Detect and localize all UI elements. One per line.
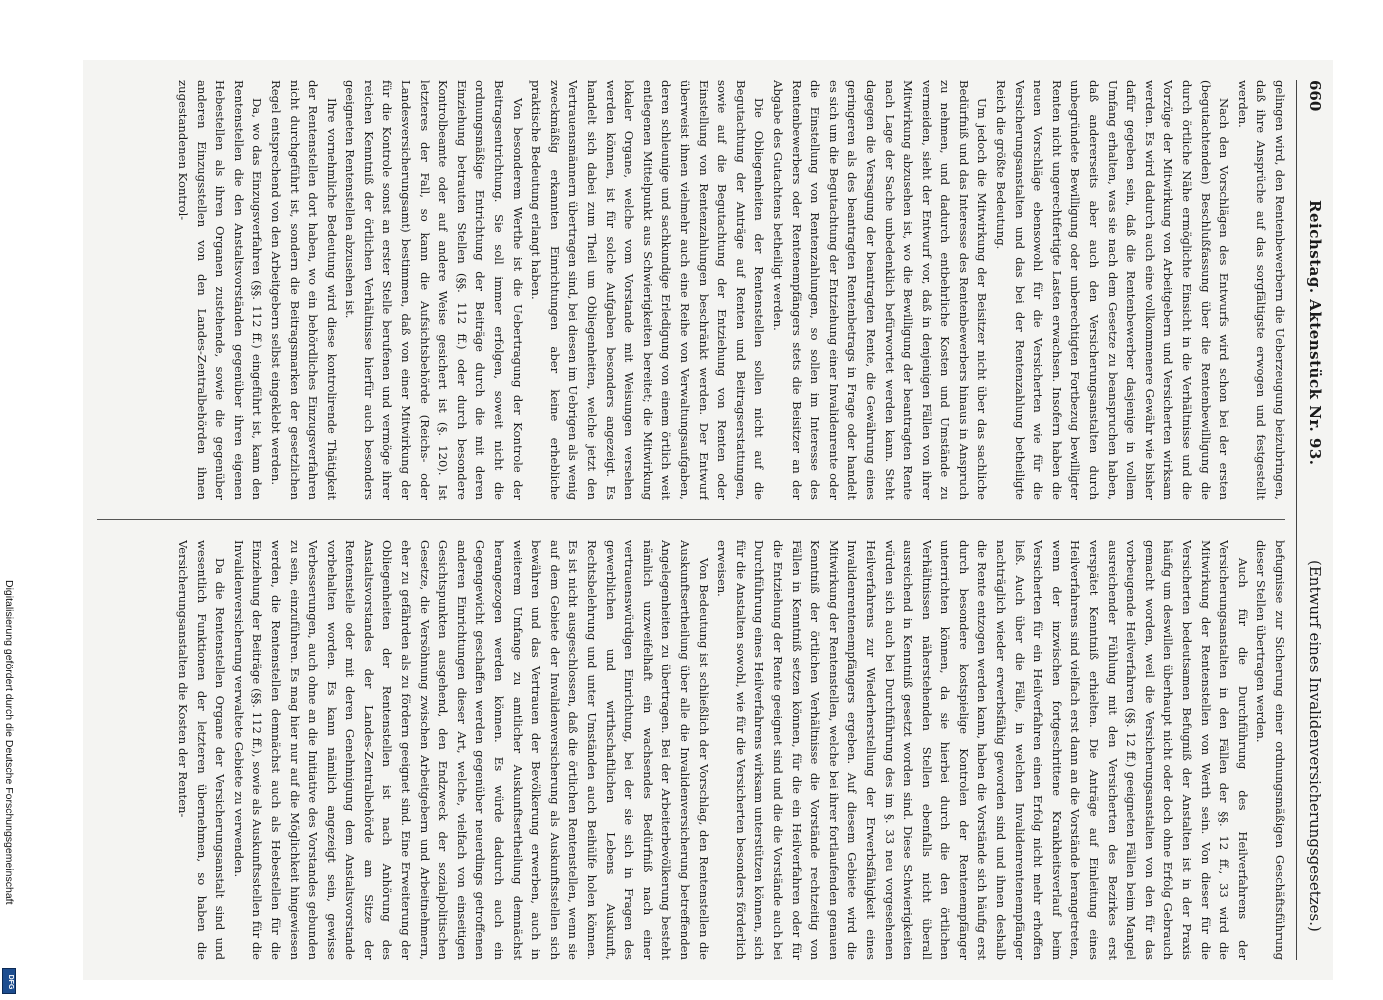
paragraph: Auch für die Durchführung des Heilverfahrens der Versicherungsanstalten in den Fällen der §§. 12 ff., 33 wird die Mitwirkung der Rentenstellen von Werth sein. Von dieser für die Versicherten bedeutsamen Befugniß der Anstalten ist in der Praxis häufig um deswillen überhaupt nicht oder doch ohne Erfolg Gebrauch gemacht worden, weil die Versicherungsanstalten von den für das vorbeugende Heilverfahren (§§. 12 ff.) geeigneten Fällen beim Mangel ausreichender Fühlung mit den Versicherten des Bezirkes erst verspätet Kenntniß erhielten. Die Anträge auf Einleitung eines Heilverfahrens sind vielfach erst dann an die Vorstände herangetreten, wenn der inzwischen fortgeschrittene Krankheitsverlauf beim Versicherten für ein Heilverfahren einen Erfolg nicht mehr erhoffen ließ. Auch über die Fälle, in welchen Invalidenrentenempfänger nachträglich wieder erwerbsfähig geworden sind und ihnen deshalb die Rente entzogen werden kann, haben die Vorstände sich häufig erst durch besondere kostspielige Kontrolen der Rentenempfänger unterrichten können, da sie hierbei durch die den örtlichen Verhältnissen näherstehenden Stellen ebenfalls nicht überall ausreichend in Kenntniß gesetzt worden sind. Diese Schwierigkeiten würden sich auch bei Durchführung des im §. 33 neu vorgesehenen Heilverfahrens zur Wiederherstellung der Erwerbsfähigkeit eines Invalidenrentenempfängers ergeben. Auf diesem Gebiete wird die Mitwirkung der Rentenstellen, welche bei ihrer fortlaufenden genauen Kenntniß der örtlichen Verhältnisse die Vorstände rechtzeitig von Fällen in Kenntniß setzen können, für die ein Heilverfahren oder für die Entziehung der Rente geeignet sind und die die Vorstände auch bei Durchführung eines Heilverfahrens wirksam unterstützen können, sich für die Anstalten sowohl, wie für die Versicherten besonders förderlich erweisen. <box>715 540 1250 960</box>
dfg-logo-icon <box>2 968 16 994</box>
dfg-logo-text: DFG <box>7 974 14 990</box>
paragraph: gelingen wird, den Rentenbewerbern die Ueberzeugung beizubringen, daß ihre Ansprüche auf das sorgfältigste erwogen und festgestellt werden. <box>1235 80 1287 500</box>
paragraph: Die Obliegenheiten der Rentenstellen sollen nicht auf die Begutachtung der Anträge auf Renten und Beitragserstattungen, sowie auf die Begutachtung der Entziehung von Renten oder Einstellung von Rentenzahlungen beschränkt werden. Der Entwurf überweist ihnen vielmehr auch eine Reihe von Verwaltungsaufgaben, deren schleunige und sachkundige Erledigung von einem örtlich weit entlegenen Mittelpunkt aus Schwierigkeiten bereitet; die Mitwirkung lokaler Organe, welche vom Vorstande mit Weisungen versehen werden können, ist für solche Aufgaben besonders angezeigt. Es handelt sich dabei zum Theil um Obliegenheiten, welche jetzt den Vertrauensmännern übertragen sind, bei diesen im Uebrigen als wenig zweckmäßig erkannten Einrichtungen aber keine erhebliche praktische Bedeutung erlangt haben. <box>529 80 767 500</box>
paragraph: befugnisse zur Sicherung einer ordnungsmäßigen Geschäftsführung dieser Stellen übertragen werden. <box>1254 540 1287 960</box>
digitization-credit <box>0 580 18 1000</box>
page-header <box>1296 80 1333 960</box>
paragraph: Um jedoch die Mitwirkung der Beisitzer nicht über das sachliche Bedürfniß und das Interesse des Rentenbewerbers hinaus in Anspruch zu nehmen, und dadurch entbehrliche Kosten und Umstände zu vermeiden, sieht der Entwurf vor, daß in denjenigen Fällen von ihrer Mitwirkung abzusehen ist, wo die Bewilligung der beantragten Rente nach Lage der Sache unbedenklich befürwortet werden kann. Steht dagegen die Versagung der beantragten Rente, die Gewährung eines geringeren als des beantragten Rentenbetrags in Frage oder handelt es sich um die Begutachtung der Entziehung einer Invalidenrente oder die Einstellung von Rentenzahlungen, so sollen im Interesse des Rentenbewerbers oder Rentenempfängers stets die Beisitzer an der Abgabe des Gutachtens betheiligt werden. <box>770 80 990 500</box>
column-divider <box>97 519 1285 520</box>
paragraph: Da die Rentenstellen Organe der Versicherungsanstalt sind und wesentlich Funktionen der letzteren übernehmen, so haben die Versicherungsanstalten die Kosten der Renten- <box>175 540 228 960</box>
paragraph: Nach den Vorschlägen des Entwurfs wird schon bei der ersten (begutachtenden) Beschlußfassung über die Rentenbewilligung die durch örtliche Nähe ermöglichte Einsicht in die Verhältnisse und die Vorzüge der Mitwirkung von Arbeitgebern und Versicherten wirksam werden. Es wird dadurch auch eine vollkommenere Gewähr wie bisher dafür gegeben sein, daß die Rentenbewerber dasjenige in vollem Umfang erhalten, was sie nach dem Gesetze zu beanspruchen haben, daß andererseits aber auch den Versicherungsanstalten durch unbegründete Bewilligung oder unberechtigten Fortbezug bewilligter Renten nicht ungerechtfertigte Lasten erwachsen. Insofern haben die neuen Vorschläge ebensowohl für die Versicherten wie für die Versicherungsanstalten und das bei der Rentenzahlung betheiligte Reich die größte Bedeutung. <box>994 80 1232 500</box>
paragraph: Da, wo das Einzugsverfahren (§§. 112 ff.) eingeführt ist, kann den Rentenstellen die den Anstaltsvorständen gegenüber ihren eigenen Hebestellen als ihren Organen zustehende, sowie die gegenüber anderen Einzugsstellen von den Landes-Zentralbehörden ihnen zugestandenen Kontrol- <box>175 80 265 500</box>
page-header-title: Reichstag. Aktenstück Nr. 93. <box>1306 200 1324 466</box>
paragraph: Von besonderem Werthe ist die Uebertragung der Kontrole der Beitragsentrichtung. Sie soll immer erfolgen, soweit nicht die ordnungsmäßige Entrichtung der Beiträge durch die mit deren Einziehung betrauten Stellen (§§. 112 ff.) oder durch besondere Kontrolbeamte oder auf andere Weise gesichert ist (§. 120). Ist letzteres der Fall, so kann die Aufsichtsbehörde (Reichs- oder Landesversicherungsamt) bestimmen, daß von einer Mitwirkung der für die Kontrole sonst an erster Stelle berufenen und vermöge ihrer reichen Kenntniß der örtlichen Verhältnisse hierfür auch besonders geeigneten Rentenstellen abzusehen ist. <box>343 80 525 500</box>
paragraph: Von Bedeutung ist schließlich der Vorschlag, den Rentenstellen die Auskunftsertheilung über alle die Invalidenversicherung betreffenden Angelegenheiten zu übertragen. Bei der Arbeiterbevölkerung besteht nämlich unzweifelhaft ein wachsendes Bedürfniß nach einer vertrauenswürdigen Einrichtung, bei der sie sich in Fragen des gewerblichen und wirthschaftlichen Lebens Auskunft, Rechtsbelehrung und unter Umständen auch Beihülfe holen können. Es ist nicht ausgeschlossen, daß die örtlichen Rentenstellen, wenn sie auf dem Gebiete der Invalidenversicherung als Auskunftsstellen sich bewähren und das Vertrauen der Bevölkerung erwerben, auch in weiterem Umfange zu amtlicher Auskunftsertheilung demnächst herangezogen werden können. Es würde dadurch auch ein Gegengewicht geschaffen werden gegenüber neuerdings getroffenen anderen Einrichtungen dieser Art, welche, vielfach von einseitigen Gesichtspunkten ausgehend, den Endzweck der sozialpolitischen Gesetze, die Versöhnung zwischen Arbeitgebern und Arbeitnehmern, eher zu gefährden als zu fördern geeignet sind. Eine Erweiterung der Obliegenheiten der Rentenstellen ist nach Anhörung des Anstaltsvorstandes der Landes-Zentralbehörde am Sitze der Rentenstelle oder mit deren Genehmigung dem Anstaltsvorstande vorbehalten worden. Es kann nämlich angezeigt sein, gewisse Verbesserungen, auch ohne an die Initiative des Vorstandes gebunden zu sein, einzuführen. Es mag hier nur auf die Möglichkeit hingewiesen werden, die Rentenstellen demnächst auch als Hebestellen für die Einziehung der Beiträge (§§. 112 ff.), sowie als Auskunftsstellen für die Invalidenversicherung verwaltete Gebiete zu verwenden. <box>231 540 711 960</box>
text-column-right <box>93 540 1289 960</box>
scanned-document-page <box>83 60 1333 980</box>
paragraph: Ihre vornehmliche Bedeutung wird diese kontrolirende Thätigkeit der Rentenstellen dort haben, wo ein behördliches Einzugsverfahren nicht durchgeführt ist, sondern die Beitragsmarken der gesetzlichen Regel entsprechend von den Arbeitgebern selbst eingeklebt werden. <box>268 80 339 500</box>
text-column-left <box>93 80 1289 500</box>
page-header-subtitle: (Entwurf eines Invalidenversicherungsgesetzes.) <box>1306 560 1324 932</box>
digitization-credit-text: Digitalisierung gefördert durch die Deutsche Forschungsgemeinschaft <box>3 580 15 905</box>
page-number: 660 <box>1306 80 1324 112</box>
